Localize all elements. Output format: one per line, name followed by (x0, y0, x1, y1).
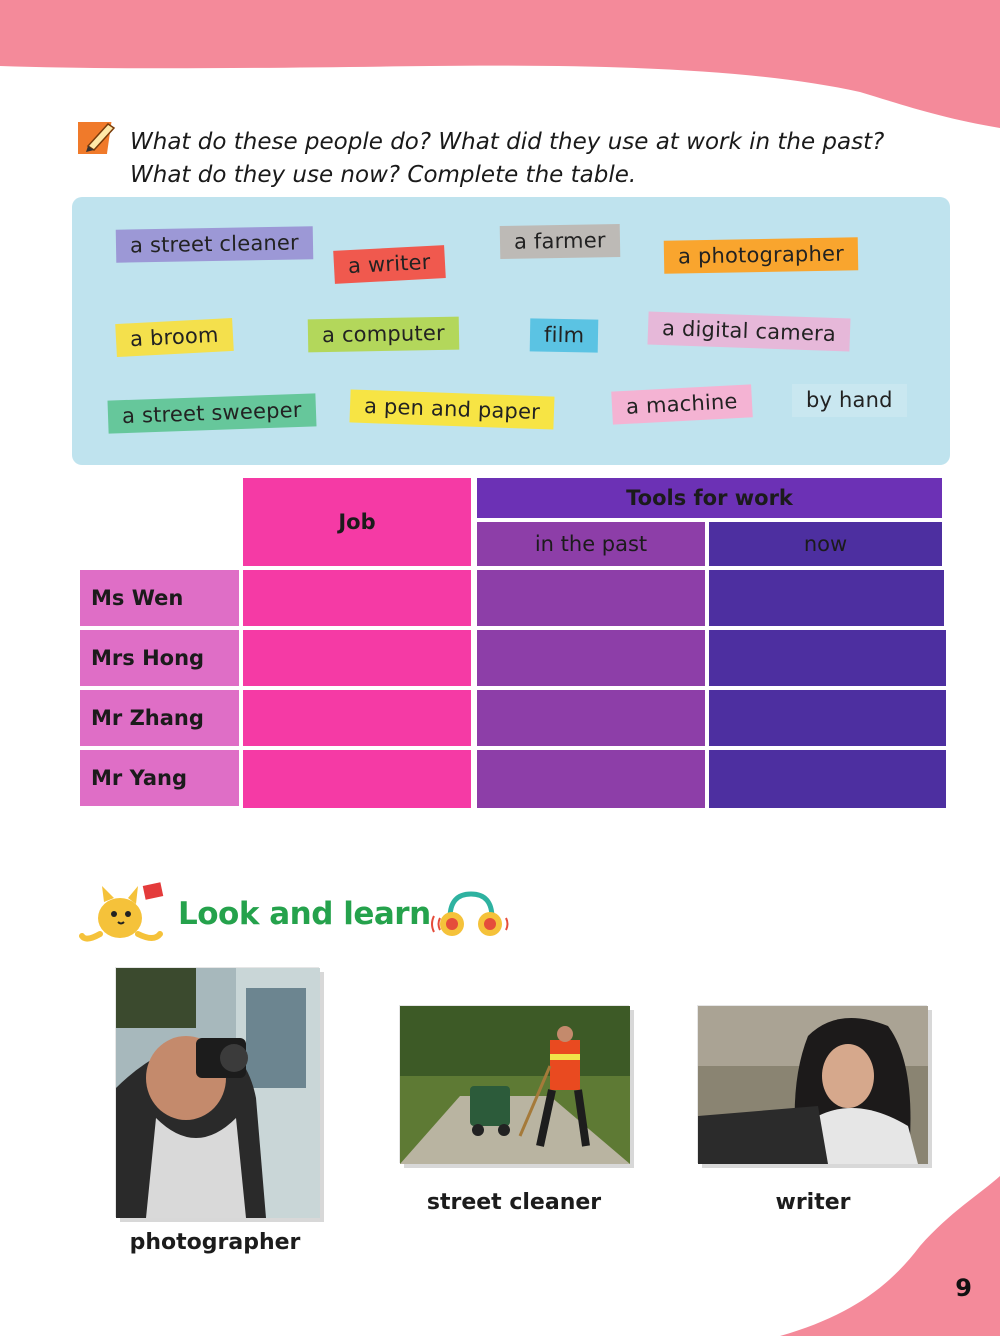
word-chip: a photographer (664, 237, 858, 273)
page-number: 9 (955, 1274, 972, 1302)
street-cleaner-caption: street cleaner (426, 1190, 602, 1215)
now-tool-answer-cell[interactable] (709, 690, 946, 746)
now-tool-answer-cell[interactable] (709, 630, 946, 686)
instruction-line-1: What do these people do? What did they use at work in the past? (130, 129, 885, 155)
instruction-text (130, 126, 970, 192)
word-chip: a computer (308, 317, 459, 353)
look-and-learn-title: Look and learn (178, 896, 431, 932)
writer-photo (698, 1006, 928, 1164)
job-answer-cell[interactable] (243, 750, 471, 808)
past-tool-answer-cell[interactable] (477, 750, 705, 808)
past-tool-answer-cell[interactable] (477, 630, 705, 686)
headphones-icon (430, 888, 512, 942)
row-label: Ms Wen (80, 570, 239, 626)
top-decorative-band (0, 0, 1000, 140)
job-answer-cell[interactable] (243, 570, 471, 626)
job-answer-cell[interactable] (243, 690, 471, 746)
word-chip: a broom (115, 318, 233, 357)
word-chip: film (530, 318, 599, 352)
street-cleaner-photo (400, 1006, 630, 1164)
job-answer-cell[interactable] (243, 630, 471, 686)
row-label: Mr Zhang (80, 690, 239, 746)
word-chip: a digital camera (647, 311, 850, 351)
word-chip: a street cleaner (116, 226, 313, 262)
now-tool-answer-cell[interactable] (709, 570, 944, 626)
writer-caption: writer (775, 1190, 851, 1215)
photographer-caption: photographer (129, 1230, 301, 1255)
word-chip: a machine (611, 384, 752, 424)
now-header: now (709, 522, 942, 566)
word-chip: a pen and paper (349, 389, 554, 429)
word-chip: a street sweeper (107, 393, 316, 433)
row-label: Mrs Hong (80, 630, 239, 686)
row-label: Mr Yang (80, 750, 239, 806)
instruction-line-2: What do they use now? Complete the table. (130, 162, 637, 188)
word-chip: by hand (792, 384, 907, 417)
job-header: Job (243, 478, 471, 566)
past-tool-answer-cell[interactable] (477, 570, 705, 626)
tools-header: Tools for work (477, 478, 942, 518)
now-tool-answer-cell[interactable] (709, 750, 946, 808)
word-chip: a writer (333, 245, 445, 284)
photographer-photo (116, 968, 320, 1218)
pencil-icon (78, 118, 122, 156)
past-tool-answer-cell[interactable] (477, 690, 705, 746)
cat-mascot-icon (78, 878, 174, 948)
past-header: in the past (477, 522, 705, 566)
word-bank (72, 197, 950, 465)
word-chip: a farmer (500, 224, 620, 259)
